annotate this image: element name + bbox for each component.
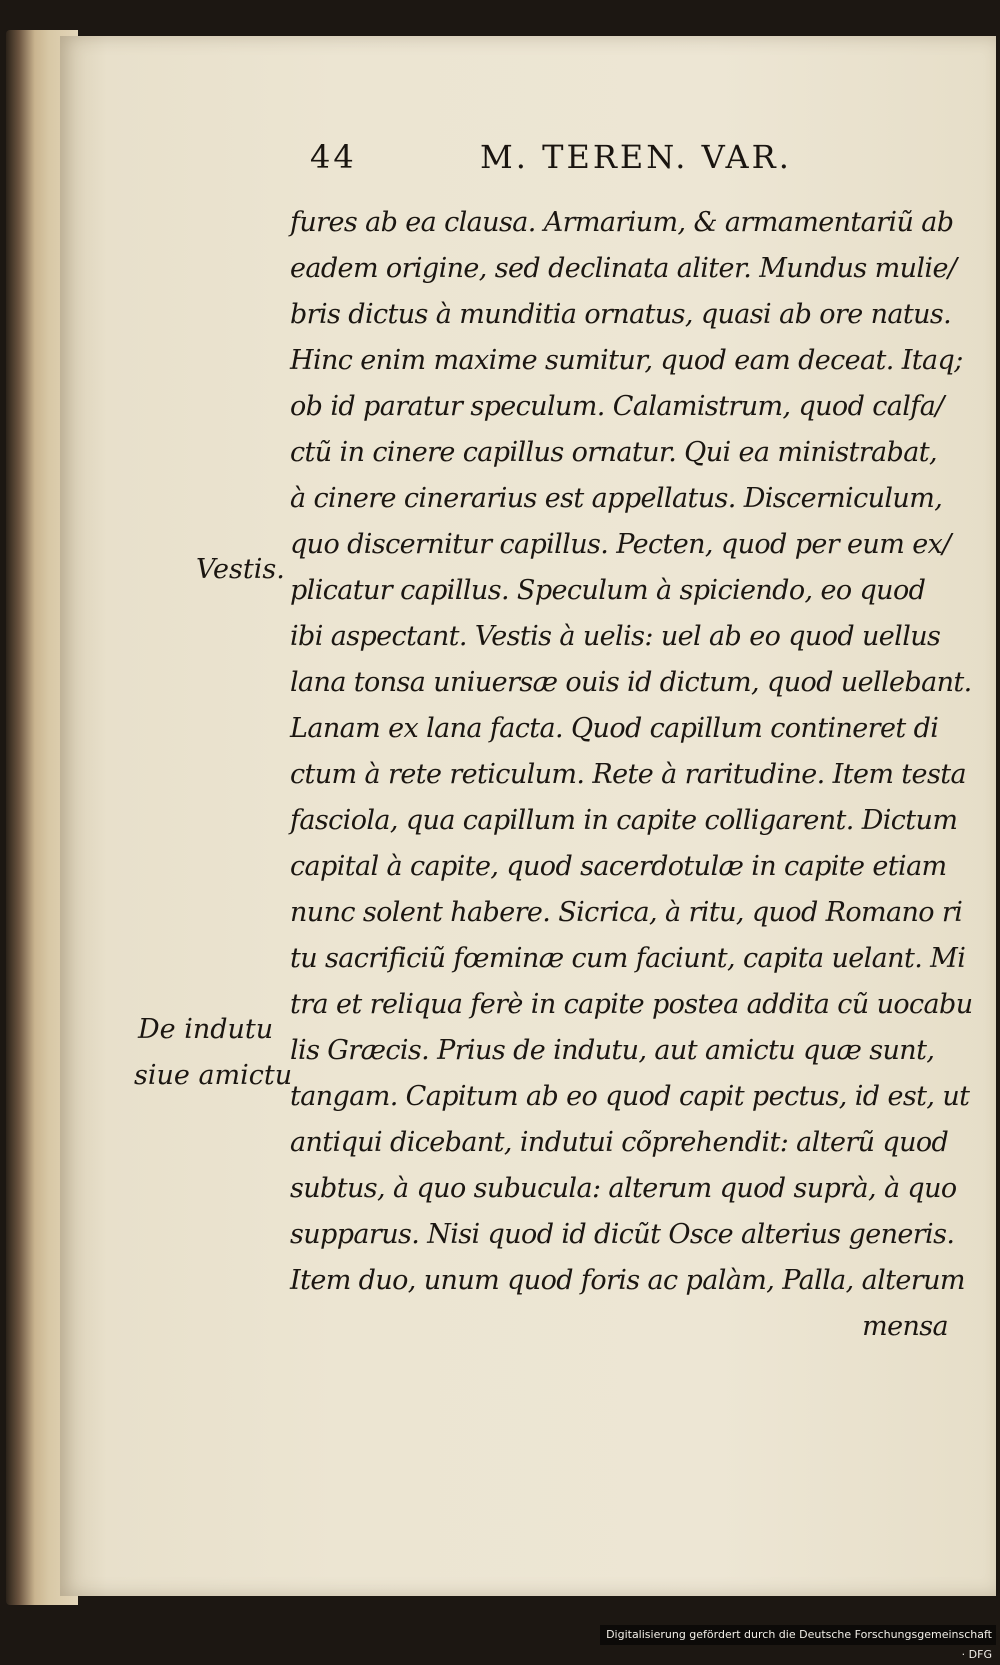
text-line: bris dictus à munditia ornatus, quasi ab ore natus. xyxy=(290,299,952,330)
text-line: nunc solent habere. Sicrica, à ritu, quod Romano ri xyxy=(290,897,963,928)
text-line: tra et reliqua ferè in capite postea addita cũ uocabu xyxy=(290,989,973,1020)
text-line: à cinere cinerarius est appellatus. Discerniculum, xyxy=(290,483,943,514)
running-head: M. TEREN. VAR. xyxy=(480,138,792,176)
text-line: fasciola, qua capillum in capite colligarent. Dictum xyxy=(290,805,958,836)
digitization-credit: Digitalisierung gefördert durch die Deutsche Forschungsgemeinschaft · DFG xyxy=(600,1625,996,1645)
text-line: supparus. Nisi quod id dicũt Osce alterius generis. xyxy=(290,1219,955,1250)
text-line: eadem origine, sed declinata aliter. Mundus mulie/ xyxy=(290,253,957,284)
marginal-note-vestis: Vestis. xyxy=(196,554,285,585)
text-line: quo discernitur capillus. Pecten, quod per eum ex/ xyxy=(290,529,951,560)
text-line: subtus, à quo subucula: alterum quod suprà, à quo xyxy=(290,1173,957,1204)
text-line: ob id paratur speculum. Calamistrum, quod calfa/ xyxy=(290,391,944,422)
text-line: ctũ in cinere capillus ornatur. Qui ea ministrabat, xyxy=(290,437,937,468)
text-line: antiqui dicebant, indutui cõprehendit: alterũ quod xyxy=(290,1127,949,1158)
text-line: capital à capite, quod sacerdotulæ in capite etiam xyxy=(290,851,947,882)
text-line: lis Græcis. Prius de indutu, aut amictu quæ sunt, xyxy=(290,1035,935,1066)
body-text xyxy=(290,200,973,1350)
text-line: ctum à rete reticulum. Rete à raritudine. Item testa xyxy=(290,759,966,790)
catchword: mensa xyxy=(862,1311,948,1342)
text-line: Hinc enim maxime sumitur, quod eam deceat. Itaq; xyxy=(290,345,963,376)
text-line: ibi aspectant. Vestis à uelis: uel ab eo quod uellus xyxy=(290,621,941,652)
marginal-note-de-indutu: De indutu xyxy=(138,1014,274,1045)
marginal-note-siue-amictu: siue amictu xyxy=(134,1060,293,1091)
text-line: tu sacrificiũ fœminæ cum faciunt, capita uelant. Mi xyxy=(290,943,966,974)
text-line: plicatur capillus. Speculum à spiciendo, eo quod xyxy=(290,575,926,606)
text-line: lana tonsa uniuersæ ouis id dictum, quod uellebant. xyxy=(290,667,972,698)
text-line: Item duo, unum quod foris ac palàm, Palla, alterum xyxy=(290,1265,965,1296)
page-header xyxy=(310,138,870,188)
text-line: Lanam ex lana facta. Quod capillum contineret di xyxy=(290,713,939,744)
text-line: fures ab ea clausa. Armarium, & armamentariũ ab xyxy=(290,207,954,238)
text-line: tangam. Capitum ab eo quod capit pectus, id est, ut xyxy=(290,1081,970,1112)
page-number: 44 xyxy=(310,138,357,176)
